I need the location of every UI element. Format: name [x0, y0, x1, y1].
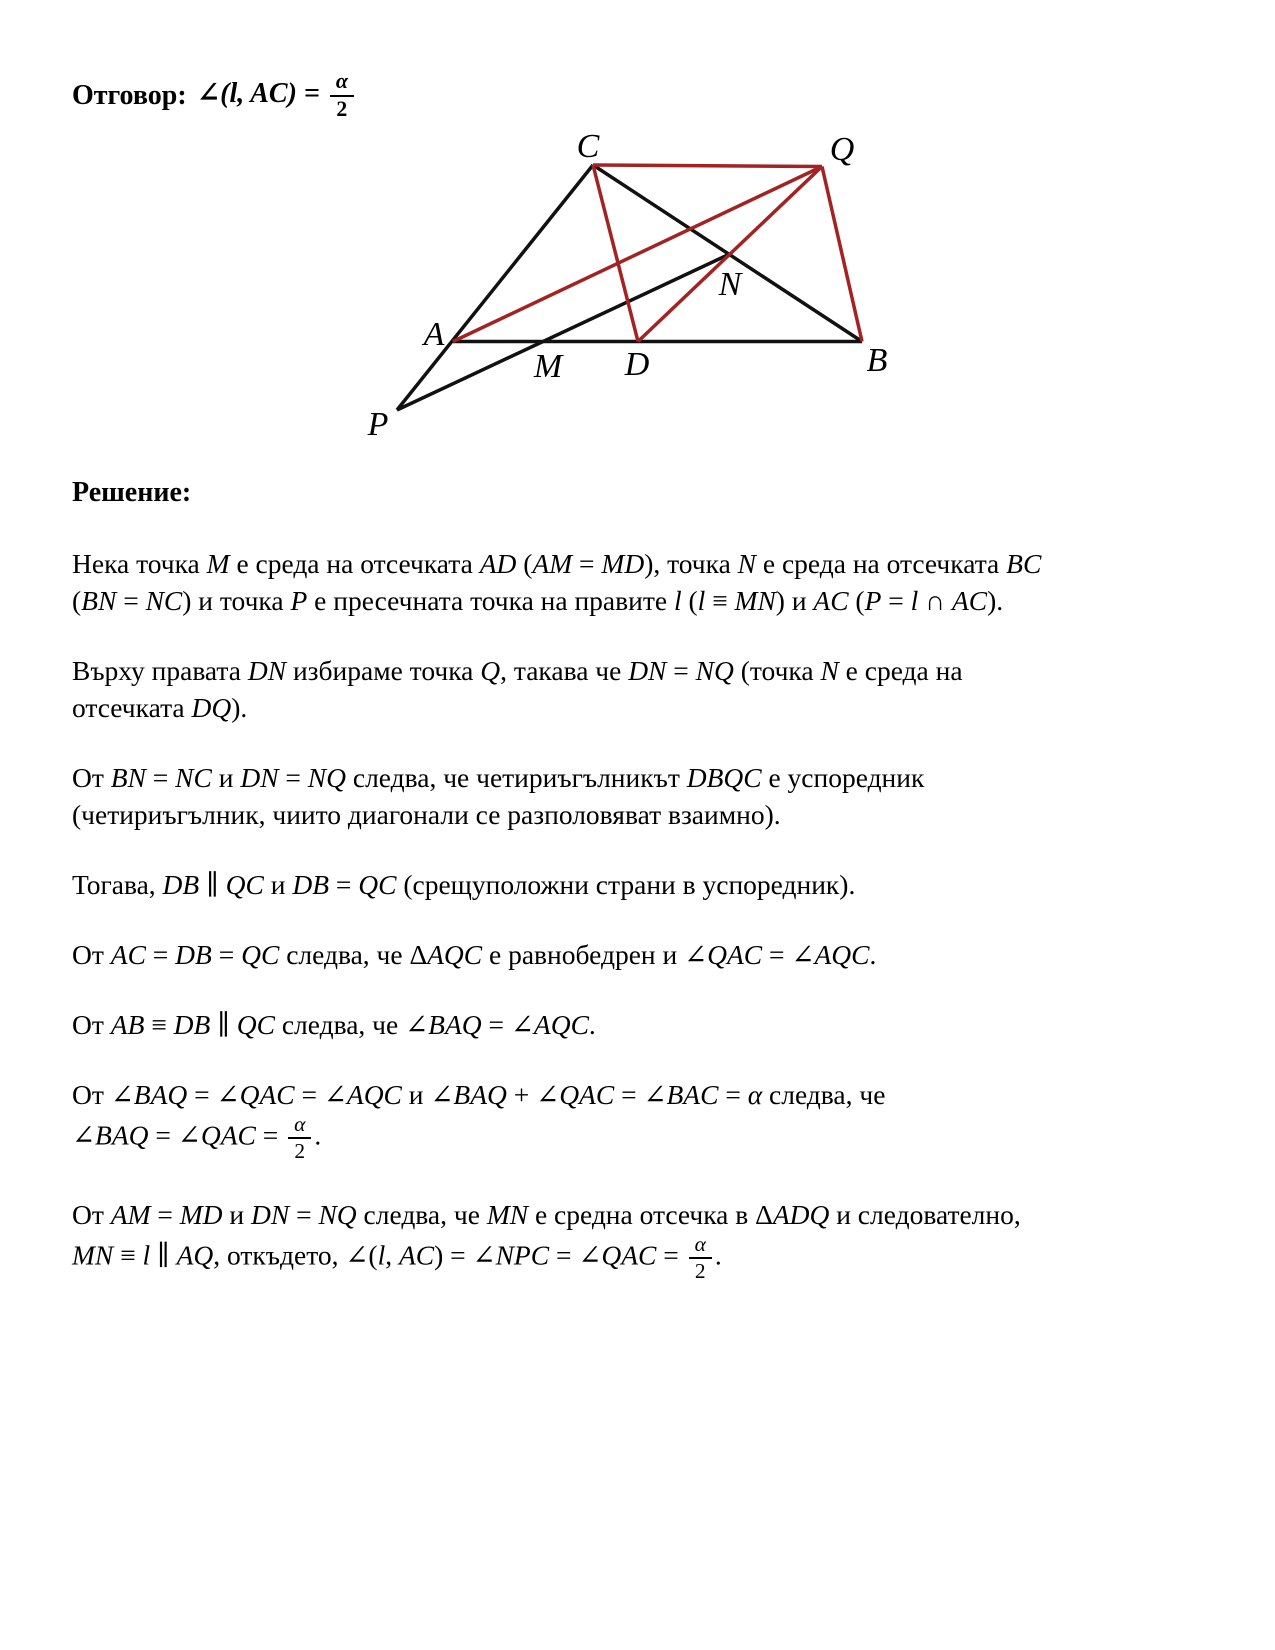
- math-text: DB: [175, 939, 212, 970]
- plain-text: = ∠: [294, 1079, 347, 1110]
- plain-text: =: [255, 1119, 286, 1151]
- plain-text: =: [329, 869, 359, 900]
- plain-text: = ∠: [549, 1239, 602, 1271]
- math-text: BAQ: [428, 1009, 482, 1040]
- math-text: AB: [110, 1009, 145, 1040]
- math-text: QC: [236, 1009, 275, 1040]
- point-label-C: C: [576, 128, 600, 165]
- paragraph-line: [72, 545, 1202, 582]
- plain-text: избираме точка: [286, 655, 481, 686]
- math-text: MN: [734, 585, 776, 616]
- math-text: QAC: [559, 1079, 615, 1110]
- paragraph-line: [72, 689, 1202, 726]
- plain-text: е среда на отсечката: [229, 548, 480, 579]
- solution-heading: Решение:: [72, 477, 192, 508]
- plain-text: Върху правата: [72, 655, 248, 686]
- math-text: AQC: [814, 939, 870, 970]
- math-text: NC: [175, 762, 212, 793]
- math-text: AQC: [427, 939, 483, 970]
- math-text: AQC: [533, 1009, 589, 1040]
- math-text: DB: [292, 869, 330, 900]
- paragraph-line: [72, 1076, 1202, 1113]
- plain-text: (: [72, 585, 82, 616]
- math-text: AQ: [176, 1239, 214, 1271]
- plain-text: е среда на отсечката: [756, 548, 1007, 579]
- edge-C-Q: [593, 165, 822, 167]
- plain-text: ) и точка: [182, 585, 291, 616]
- plain-text: .: [869, 939, 877, 970]
- plain-text: ≡: [705, 585, 735, 616]
- math-text: DBQC: [686, 762, 762, 793]
- math-text: AC: [110, 939, 146, 970]
- plain-text: Нека точка: [72, 548, 207, 579]
- math-text: NQ: [307, 762, 346, 793]
- plain-text: е успоредник: [761, 762, 925, 793]
- plain-text: = ∠: [481, 1009, 534, 1040]
- fraction: $\frac{\alpha}{2}$: [686, 1233, 715, 1283]
- paragraph-line: [72, 1113, 1202, 1163]
- math-text: N: [820, 655, 839, 686]
- math-text: QAC: [239, 1079, 295, 1110]
- plain-text: е равнобедрен и ∠: [482, 939, 708, 970]
- plain-text: = ∠: [148, 1119, 201, 1151]
- math-text: l: [377, 1239, 386, 1271]
- plain-text: (точка: [733, 655, 821, 686]
- point-label-B: B: [866, 342, 888, 379]
- fraction: $\frac{\alpha}{2}$: [285, 1113, 314, 1163]
- math-text: QC: [358, 869, 397, 900]
- plain-text: =: [116, 585, 146, 616]
- math-text: P: [290, 585, 308, 616]
- fraction: $\frac{\alpha}{2}$: [327, 70, 357, 121]
- plain-text: следва, че ∠: [274, 1009, 429, 1040]
- paragraph-line: [72, 936, 1202, 973]
- math-text: P: [864, 585, 882, 616]
- paragraph: [72, 1076, 1202, 1163]
- plain-text: =: [881, 585, 911, 616]
- plain-text: и: [222, 1199, 251, 1231]
- plain-text: =: [278, 762, 308, 793]
- plain-text: , такава че: [500, 655, 629, 686]
- math-text: AM: [532, 548, 573, 579]
- plain-text: От: [72, 762, 111, 793]
- math-text: AC: [813, 585, 849, 616]
- math-text: ∠(l, AC) =: [196, 78, 327, 109]
- plain-text: =: [289, 1199, 319, 1231]
- math-text: NPC: [495, 1239, 550, 1271]
- paragraph: [72, 1006, 1202, 1043]
- math-text: l: [673, 585, 682, 616]
- plain-text: следва, че Δ: [279, 939, 428, 970]
- math-text: DN: [240, 762, 279, 793]
- plain-text: =: [718, 1079, 748, 1110]
- plain-text: =: [145, 762, 176, 793]
- paragraph-line: [72, 652, 1202, 689]
- math-text: MN: [486, 1199, 529, 1231]
- math-text: BAC: [666, 1079, 719, 1110]
- plain-text: =: [145, 939, 176, 970]
- plain-text: (срещуположни страни в успоредник).: [396, 869, 856, 900]
- point-label-D: D: [624, 346, 650, 383]
- plain-text: От: [72, 1009, 111, 1040]
- math-text: BC: [1006, 548, 1042, 579]
- paragraph-line: [72, 759, 1202, 796]
- plain-text: =: [211, 939, 242, 970]
- paragraph-line: [72, 866, 1202, 903]
- paragraph: [72, 545, 1202, 619]
- math-text: DB: [162, 869, 200, 900]
- plain-text: ∠: [72, 1119, 96, 1151]
- plain-text: =: [666, 655, 696, 686]
- solution-paragraphs: [72, 545, 1202, 1317]
- math-text: BAQ: [95, 1119, 149, 1151]
- plain-text: От: [72, 1199, 111, 1231]
- math-text: NQ: [318, 1199, 357, 1231]
- plain-text: = ∠: [187, 1079, 240, 1110]
- math-text: MD: [179, 1199, 223, 1231]
- math-text: AM: [110, 1199, 151, 1231]
- plain-text: (четириъгълник, чиито диагонали се разполовяват взаимно).: [72, 799, 781, 830]
- plain-text: и: [211, 762, 241, 793]
- plain-text: =: [656, 1239, 686, 1271]
- paragraph-line: [72, 1233, 1202, 1283]
- math-text: MN: [72, 1239, 114, 1271]
- answer-label: Отговор:: [72, 79, 187, 111]
- plain-text: , откъдето, ∠(: [213, 1239, 378, 1271]
- paragraph-line: [72, 1196, 1202, 1233]
- edge-D-Q: [638, 167, 822, 342]
- point-label-P: P: [367, 406, 389, 443]
- math-text: N: [737, 548, 756, 579]
- math-text: QC: [241, 939, 280, 970]
- plain-text: е средна отсечка в Δ: [528, 1199, 773, 1231]
- plain-text: ).: [987, 585, 1004, 616]
- plain-text: и ∠: [401, 1079, 454, 1110]
- plain-text: .: [314, 1119, 322, 1151]
- paragraph: [72, 1196, 1202, 1283]
- geometry-diagram: [330, 95, 910, 455]
- plain-text: ∥: [210, 1009, 237, 1040]
- plain-text: ∥: [150, 1239, 177, 1271]
- math-text: AQC: [346, 1079, 402, 1110]
- plain-text: ∩: [918, 585, 952, 616]
- paragraph: [72, 652, 1202, 726]
- math-text: NC: [145, 585, 183, 616]
- math-text: DN: [251, 1199, 290, 1231]
- plain-text: ∥: [199, 869, 226, 900]
- math-text: QAC: [200, 1119, 256, 1151]
- point-label-A: A: [423, 316, 445, 353]
- plain-text: ≡: [113, 1239, 143, 1271]
- paragraph-line: [72, 582, 1202, 619]
- plain-text: =: [150, 1199, 180, 1231]
- plain-text: ,: [385, 1239, 399, 1271]
- math-text: ADQ: [772, 1199, 830, 1231]
- math-text: BAQ: [453, 1079, 507, 1110]
- answer-line: [72, 70, 357, 121]
- plain-text: ), точка: [644, 548, 738, 579]
- plain-text: .: [588, 1009, 596, 1040]
- plain-text: следва, че четириъгълникът: [346, 762, 687, 793]
- plain-text: От ∠: [72, 1079, 134, 1110]
- paragraph: [72, 936, 1202, 973]
- plain-text: Тогава,: [72, 869, 163, 900]
- plain-text: =: [572, 548, 602, 579]
- math-text: AD: [479, 548, 517, 579]
- edge-Q-B: [822, 167, 862, 342]
- math-text: DB: [173, 1009, 211, 1040]
- math-text: BAQ: [133, 1079, 188, 1110]
- plain-text: (: [848, 585, 865, 616]
- plain-text: .: [714, 1239, 722, 1271]
- plain-text: От: [72, 939, 111, 970]
- math-text: l: [697, 585, 706, 616]
- math-text: MD: [601, 548, 645, 579]
- plain-text: следва, че: [356, 1199, 487, 1231]
- paragraph-line: [72, 1006, 1202, 1043]
- math-text: DN: [628, 655, 667, 686]
- math-text: l: [910, 585, 919, 616]
- math-text: QAC: [707, 939, 763, 970]
- math-text: DQ: [191, 692, 232, 723]
- math-text: BN: [81, 585, 117, 616]
- math-text: AC: [951, 585, 988, 616]
- plain-text: и: [263, 869, 293, 900]
- math-text: QC: [225, 869, 264, 900]
- plain-text: (: [681, 585, 698, 616]
- paragraph-line: [72, 796, 1202, 833]
- math-text: M: [206, 548, 230, 579]
- point-label-Q: Q: [829, 131, 855, 168]
- math-text: BN: [110, 762, 146, 793]
- diagram-container: [330, 95, 910, 455]
- plain-text: ) = ∠: [434, 1239, 496, 1271]
- math-text: l: [142, 1239, 151, 1271]
- plain-text: ).: [231, 692, 248, 723]
- math-text: QAC: [601, 1239, 657, 1271]
- plain-text: следва, че: [762, 1079, 886, 1110]
- plain-text: (: [516, 548, 533, 579]
- plain-text: и следователно,: [829, 1199, 1021, 1231]
- edge-C-B: [593, 165, 862, 342]
- plain-text: = ∠: [614, 1079, 667, 1110]
- plain-text: = ∠: [762, 939, 815, 970]
- point-label-N: N: [718, 266, 742, 303]
- math-text: NQ: [695, 655, 734, 686]
- math-text: α: [747, 1079, 763, 1110]
- math-text: AC: [398, 1239, 435, 1271]
- plain-text: отсечката: [72, 692, 192, 723]
- paragraph: [72, 759, 1202, 833]
- plain-text: е пресечната точка на правите: [307, 585, 674, 616]
- plain-text: ≡: [144, 1009, 174, 1040]
- plain-text: е среда на: [838, 655, 963, 686]
- edge-P-N: [397, 255, 728, 410]
- point-label-M: M: [533, 348, 563, 385]
- plain-text: ) и: [775, 585, 814, 616]
- paragraph: [72, 866, 1202, 903]
- math-text: Q: [480, 655, 501, 686]
- math-text: DN: [247, 655, 287, 686]
- plain-text: + ∠: [506, 1079, 560, 1110]
